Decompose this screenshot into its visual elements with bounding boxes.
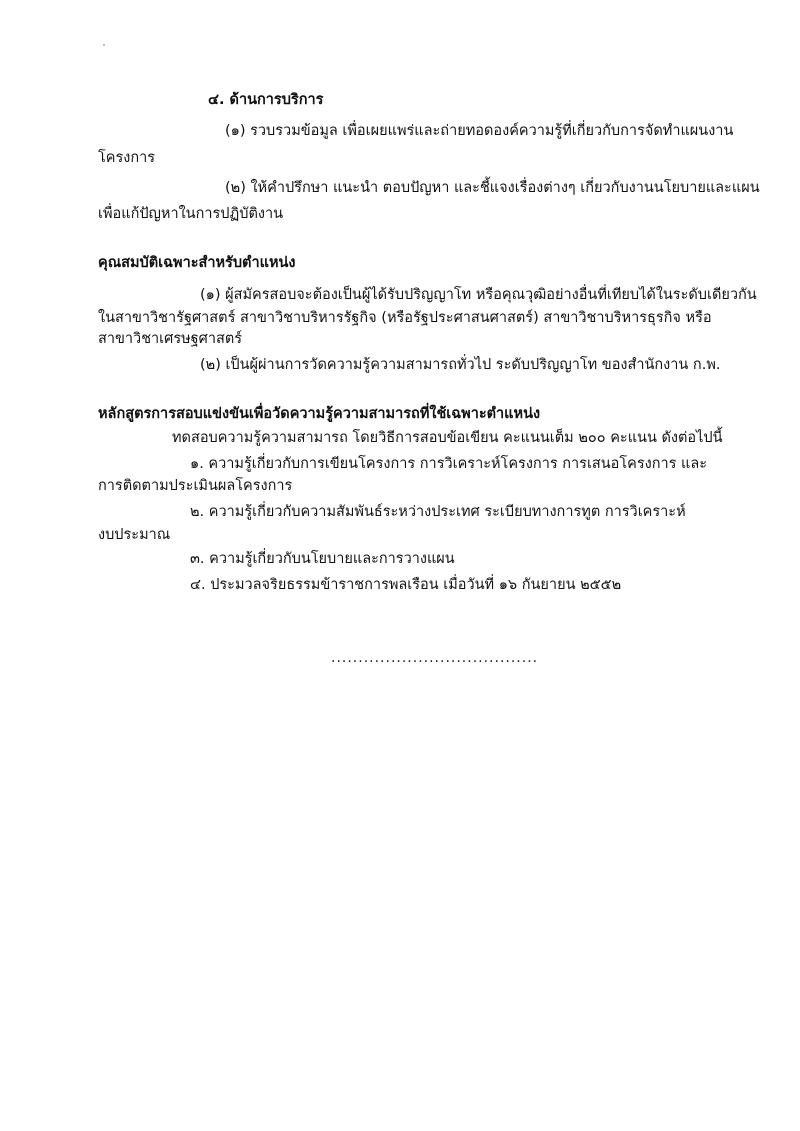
scan-speck (103, 44, 105, 46)
curriculum-item-1-line-1: ๑. ความรู้เกี่ยวกับการเขียนโครงการ การวิเคราะห์โครงการ การเสนอโครงการ และ (190, 456, 708, 472)
qualifications-item-2-line-1: (๒) เป็นผู้ผ่านการวัดความรู้ความสามารถทั่วไป ระดับปริญญาโท ของสำนักงาน ก.พ. (200, 357, 721, 373)
curriculum-item-2-line-1: ๒. ความรู้เกี่ยวกับความสัมพันธ์ระหว่างประเทศ ระเบียบทางการทูต การวิเคราะห์ (190, 504, 686, 520)
curriculum-item-4: ๔. ประมวลจริยธรรมข้าราชการพลเรือน เมื่อวันที่ ๑๖ กันยายน ๒๕๕๒ (190, 577, 622, 593)
curriculum-item-2-line-2: งบประมาณ (98, 527, 171, 543)
qualifications-item-1-line-3: สาขาวิชาเศรษฐศาสตร์ (98, 331, 243, 347)
curriculum-intro: ทดสอบความรู้ความสามารถ โดยวิธีการสอบข้อเขียน คะแนนเต็ม ๒๐๐ คะแนน ดังต่อไปนี้ (172, 430, 723, 446)
service-item-2-line-1: (๒) ให้คำปรึกษา แนะนำ ตอบปัญหา และชี้แจงเรื่องต่างๆ เกี่ยวกับงานนโยบายและแผน (225, 180, 760, 196)
service-item-2-line-2: เพื่อแก้ปัญหาในการปฏิบัติงาน (98, 206, 284, 222)
service-item-1-line-2: โครงการ (98, 150, 156, 166)
curriculum-item-1-line-2: การติดตามประเมินผลโครงการ (98, 478, 293, 494)
service-item-1-line-1: (๑) รวบรวมข้อมูล เพื่อเผยแพร่และถ่ายทอดองค์ความรู้ที่เกี่ยวกับการจัดทำแผนงาน (225, 123, 734, 139)
qualifications-heading: คุณสมบัติเฉพาะสำหรับตำแหน่ง (98, 255, 296, 271)
end-of-document-dots: ...................................... (331, 650, 539, 666)
curriculum-item-3: ๓. ความรู้เกี่ยวกับนโยบายและการวางแผน (190, 551, 455, 567)
service-heading: ๔. ด้านการบริการ (208, 92, 324, 108)
curriculum-heading: หลักสูตรการสอบแข่งขันเพื่อวัดความรู้ความสามารถที่ใช้เฉพาะตำแหน่ง (98, 406, 541, 422)
qualifications-item-1-line-2: ในสาขาวิชารัฐศาสตร์ สาขาวิชาบริหารรัฐกิจ (หรือรัฐประศาสนศาสตร์) สาขาวิชาบริหารธุรกิจ หรือ (98, 310, 712, 326)
qualifications-item-1-line-1: (๑) ผู้สมัครสอบจะต้องเป็นผู้ได้รับปริญญาโท หรือคุณวุฒิอย่างอื่นที่เทียบได้ในระดับเดียวกัน (200, 287, 757, 303)
